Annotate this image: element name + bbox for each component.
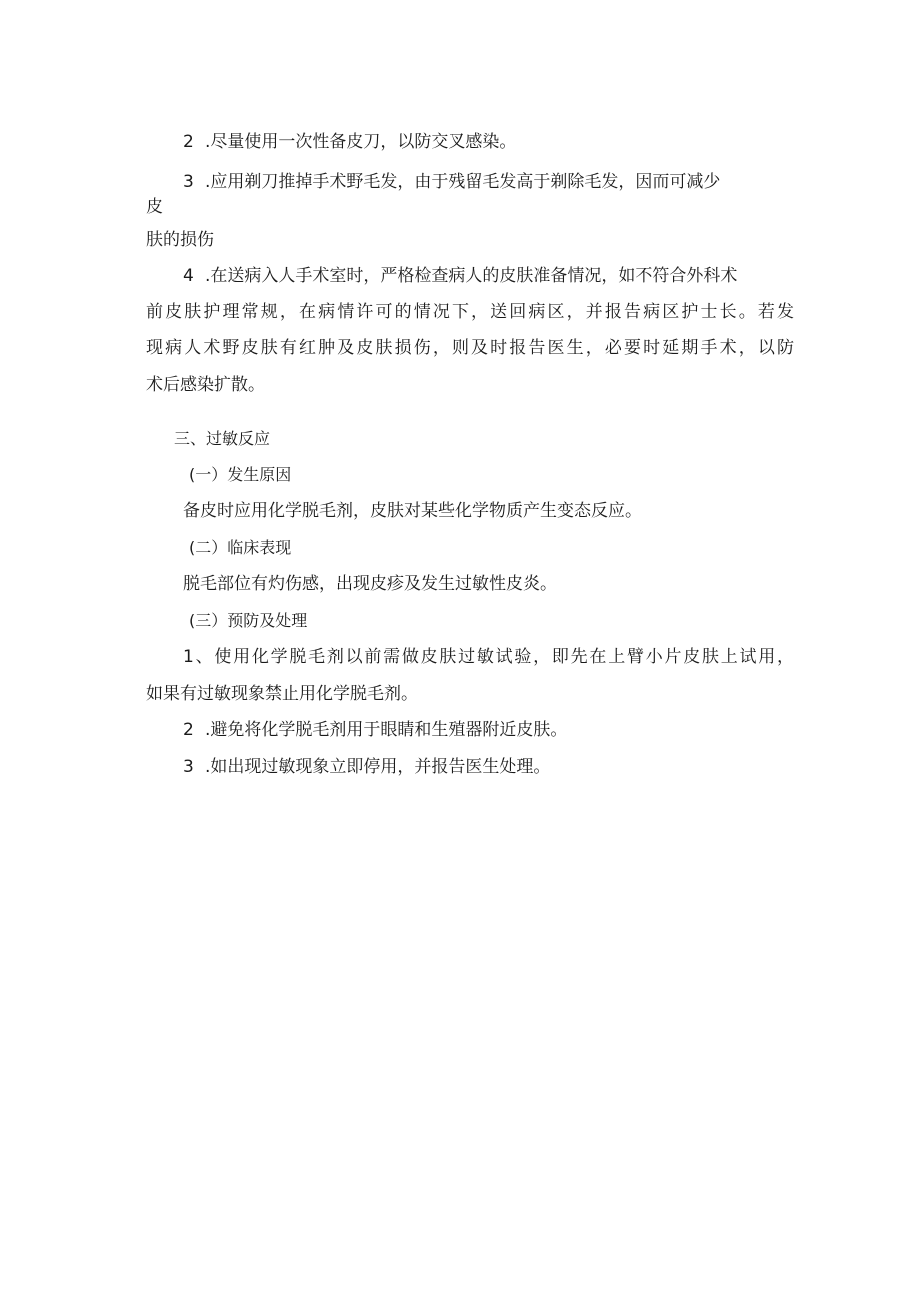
- list-item-text: .如出现过敏现象立即停用，并报告医生处理。: [205, 757, 551, 777]
- paragraph-line: 术后感染扩散。: [146, 375, 265, 395]
- paragraph-line: 皮: [146, 197, 163, 217]
- list-item: [183, 131, 516, 153]
- paragraph-line: 如果有过敏现象禁止用化学脱毛剂。: [146, 684, 418, 704]
- list-item-number: 3: [183, 757, 194, 777]
- subsection-heading: (二）临床表现: [189, 538, 292, 557]
- list-item: [183, 265, 737, 287]
- subsection-heading: (三）预防及处理: [189, 611, 308, 630]
- paragraph-line: 前皮肤护理常规，在病情许可的情况下，送回病区，并报告病区护士长。若发: [146, 302, 794, 322]
- list-item-number: 4: [183, 266, 194, 286]
- list-item-text: .避免将化学脱毛剂用于眼睛和生殖器附近皮肤。: [205, 720, 568, 740]
- paragraph-line: 脱毛部位有灼伤感，出现皮疹及发生过敏性皮炎。: [183, 574, 557, 594]
- list-item: [183, 719, 567, 741]
- section-heading: 三、过敏反应: [174, 429, 271, 448]
- list-item-text: .尽量使用一次性备皮刀，以防交叉感染。: [205, 132, 517, 152]
- list-item: [183, 171, 720, 193]
- paragraph-line: 备皮时应用化学脱毛剂，皮肤对某些化学物质产生变态反应。: [183, 501, 642, 521]
- list-item-text: .在送病入人手术室时，严格检查病人的皮肤准备情况，如不符合外科术: [205, 266, 738, 286]
- list-item: [183, 756, 550, 778]
- paragraph-line: 1、使用化学脱毛剂以前需做皮肤过敏试验，即先在上臂小片皮肤上试用，: [183, 647, 794, 667]
- list-item-number: 2: [183, 132, 194, 152]
- list-item-number: 2: [183, 720, 194, 740]
- subsection-heading: (一）发生原因: [189, 465, 292, 484]
- list-item-number: 3: [183, 172, 194, 192]
- paragraph-line: 现病人术野皮肤有红肿及皮肤损伤，则及时报告医生，必要时延期手术，以防: [146, 338, 794, 358]
- paragraph-line: 肤的损伤: [146, 230, 214, 250]
- list-item-text: .应用剃刀推掉手术野毛发，由于残留毛发高于剃除毛发，因而可减少: [205, 172, 721, 192]
